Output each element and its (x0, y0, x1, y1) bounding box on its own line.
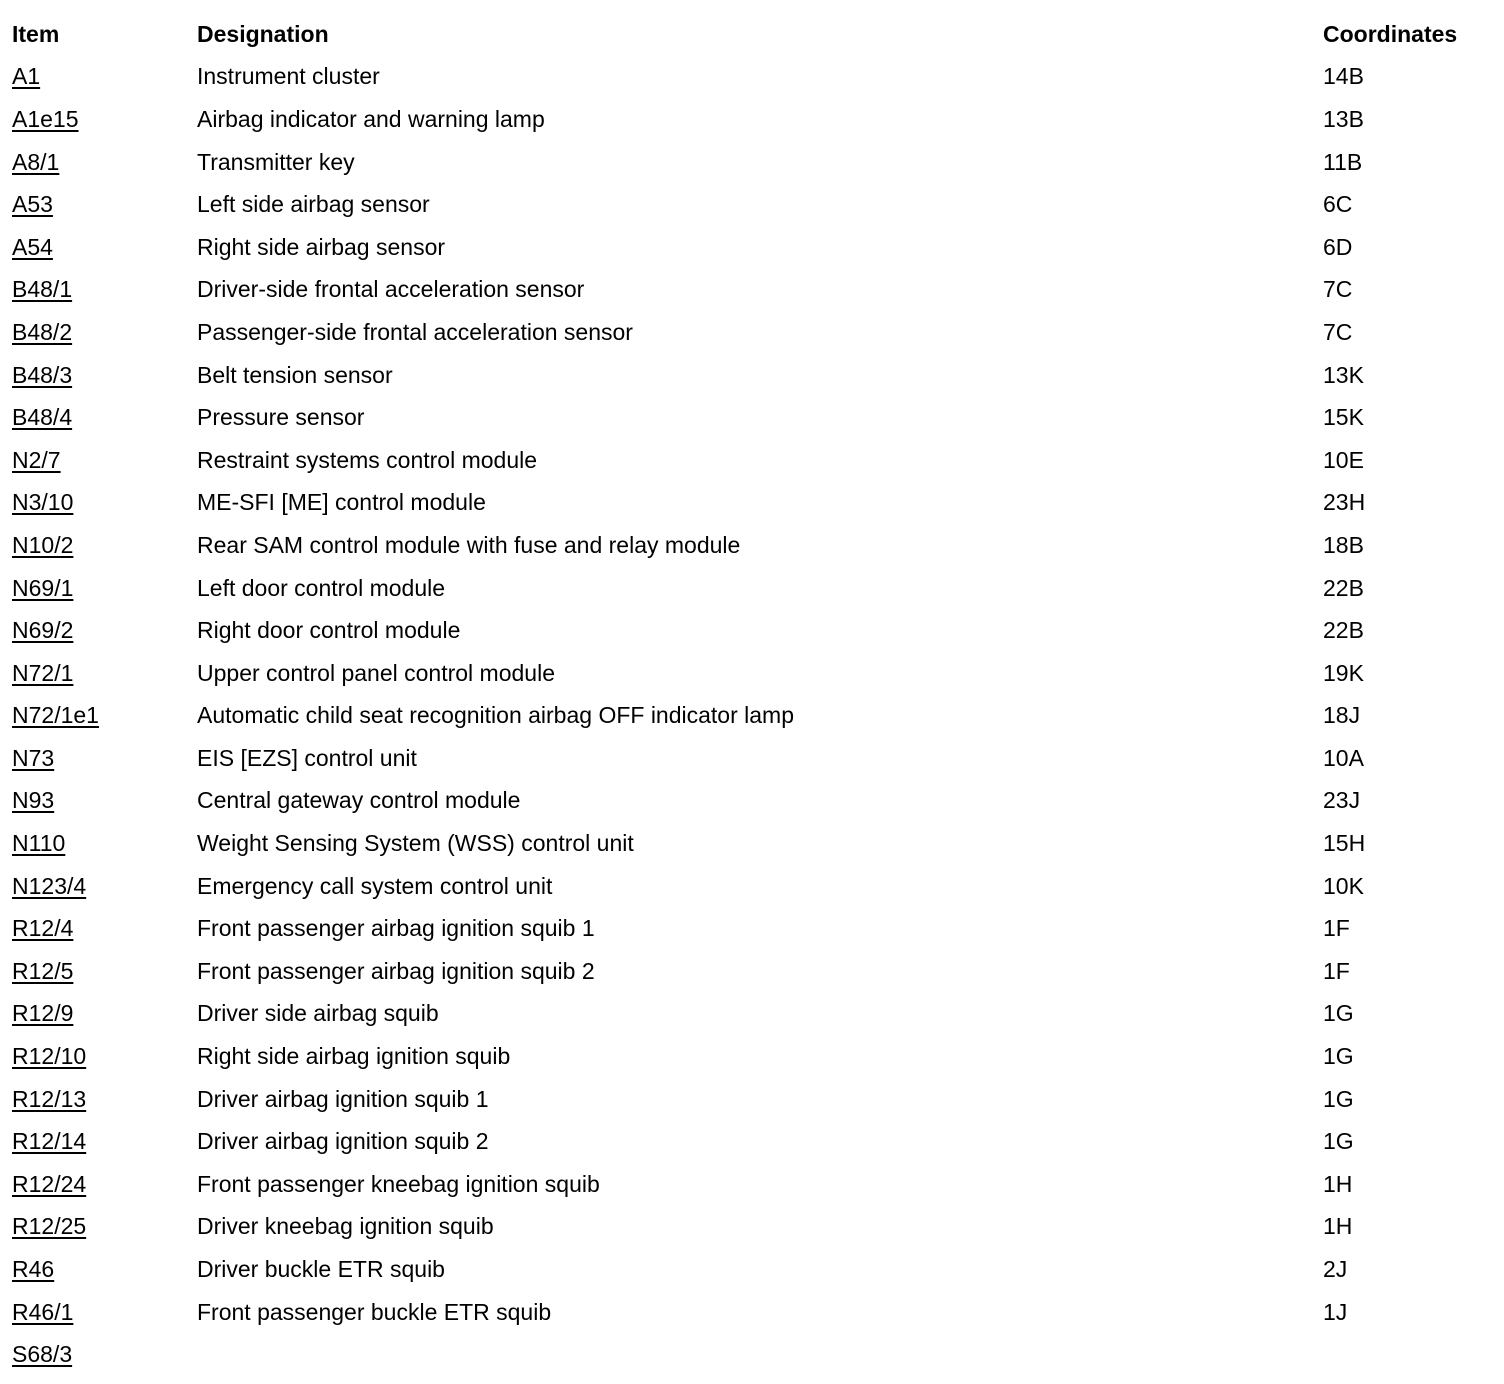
coordinates-cell: 2J (1323, 1256, 1348, 1283)
designation-cell: Emergency call system control unit (197, 872, 553, 899)
item-link[interactable]: A54 (12, 233, 53, 260)
item-cell (12, 1163, 197, 1206)
table-row (12, 269, 1492, 312)
coordinates-cell: 13K (1323, 361, 1364, 388)
table-row (12, 482, 1492, 525)
item-cell (12, 269, 197, 312)
table-row (12, 396, 1492, 439)
item-link[interactable]: B48/1 (12, 276, 73, 303)
designation-cell: Driver airbag ignition squib 1 (197, 1085, 489, 1112)
coordinates-cell: 1J (1323, 1298, 1348, 1325)
item-link[interactable]: A8/1 (12, 148, 60, 175)
table-row (12, 907, 1492, 950)
item-cell (12, 183, 197, 226)
designation-cell: ME-SFI [ME] control module (197, 489, 486, 516)
designation-cell: Automatic child seat recognition airbag OFF indicator lamp (197, 702, 795, 729)
designation-cell: Airbag indicator and warning lamp (197, 105, 545, 132)
item-cell (12, 780, 197, 823)
table-row (12, 1035, 1492, 1078)
table-row (12, 993, 1492, 1036)
item-link[interactable]: N123/4 (12, 872, 87, 899)
item-cell (12, 907, 197, 950)
coordinates-cell: 13B (1323, 105, 1364, 132)
item-link[interactable]: S68/3 (12, 1341, 73, 1368)
coordinates-cell: 10A (1323, 744, 1364, 771)
designation-cell: Transmitter key (197, 148, 355, 175)
table-row (12, 98, 1492, 141)
table-row (12, 141, 1492, 184)
item-link[interactable]: A53 (12, 191, 53, 218)
designation-cell: EIS [EZS] control unit (197, 744, 417, 771)
table-row (12, 950, 1492, 993)
coordinates-cell: 6C (1323, 191, 1353, 218)
coordinates-cell: 18J (1323, 702, 1361, 729)
designation-cell: Pressure sensor (197, 404, 365, 431)
item-cell (12, 737, 197, 780)
coordinates-cell: 23J (1323, 787, 1361, 814)
table-row (12, 354, 1492, 397)
item-cell (12, 609, 197, 652)
item-cell (12, 652, 197, 695)
designation-cell: Right side airbag ignition squib (197, 1043, 511, 1070)
designation-cell: Left side airbag sensor (197, 191, 430, 218)
item-link[interactable]: B48/4 (12, 404, 73, 431)
table-row (12, 865, 1492, 908)
item-link[interactable]: B48/2 (12, 318, 73, 345)
item-cell (12, 695, 197, 738)
table-row (12, 567, 1492, 610)
item-cell (12, 1291, 197, 1334)
item-link[interactable]: N110 (12, 830, 66, 857)
item-link[interactable]: N3/10 (12, 489, 74, 516)
table-row (12, 439, 1492, 482)
designation-cell: Driver-side frontal acceleration sensor (197, 276, 585, 303)
coordinates-cell: 22B (1323, 617, 1364, 644)
table-row (12, 695, 1492, 738)
coordinates-cell: 6D (1323, 233, 1353, 260)
item-link[interactable]: R12/5 (12, 957, 74, 984)
coordinates-cell: 1G (1323, 1128, 1354, 1155)
item-cell (12, 950, 197, 993)
item-column-header: Item (12, 20, 60, 47)
coordinates-cell: 1G (1323, 1000, 1354, 1027)
table-row (12, 652, 1492, 695)
designation-cell (197, 1333, 1323, 1376)
table-row (12, 183, 1492, 226)
coordinates-cell: 1H (1323, 1170, 1353, 1197)
designation-cell: Upper control panel control module (197, 659, 555, 686)
item-link[interactable]: R12/4 (12, 915, 74, 942)
component-table (12, 13, 1492, 1376)
designation-cell: Instrument cluster (197, 63, 380, 90)
table-row (12, 1078, 1492, 1121)
table-row (12, 1333, 1492, 1376)
designation-cell: Central gateway control module (197, 787, 521, 814)
coordinates-cell: 7C (1323, 276, 1353, 303)
designation-cell: Passenger-side frontal acceleration sensor (197, 318, 633, 345)
item-cell (12, 141, 197, 184)
coordinates-cell: 1G (1323, 1043, 1354, 1070)
item-cell (12, 1333, 197, 1376)
table-row (12, 1248, 1492, 1291)
coordinates-cell: 10K (1323, 872, 1364, 899)
item-link[interactable]: A1 (12, 63, 41, 90)
item-cell (12, 98, 197, 141)
designation-cell: Belt tension sensor (197, 361, 393, 388)
item-cell (12, 482, 197, 525)
coordinates-cell (1323, 1333, 1492, 1376)
designation-cell: Driver side airbag squib (197, 1000, 439, 1027)
coordinates-cell: 7C (1323, 318, 1353, 345)
designation-cell: Right side airbag sensor (197, 233, 446, 260)
designation-cell: Front passenger kneebag ignition squib (197, 1170, 600, 1197)
coordinates-cell: 14B (1323, 63, 1364, 90)
coordinates-cell: 15H (1323, 830, 1366, 857)
table-row (12, 311, 1492, 354)
coordinates-cell: 1F (1323, 957, 1350, 984)
item-link[interactable]: N69/2 (12, 617, 74, 644)
table-header-row (12, 13, 1492, 56)
item-link[interactable]: N10/2 (12, 531, 74, 558)
designation-cell: Driver kneebag ignition squib (197, 1213, 494, 1240)
item-link[interactable]: R12/10 (12, 1043, 87, 1070)
item-cell (12, 822, 197, 865)
table-row (12, 737, 1492, 780)
item-link[interactable]: N73 (12, 744, 55, 771)
coordinates-cell: 15K (1323, 404, 1364, 431)
item-link[interactable]: R12/25 (12, 1213, 87, 1240)
designation-cell: Weight Sensing System (WSS) control unit (197, 830, 634, 857)
item-cell (12, 56, 197, 99)
item-link[interactable]: B48/3 (12, 361, 73, 388)
item-cell (12, 1078, 197, 1121)
table-row (12, 1163, 1492, 1206)
table-row (12, 822, 1492, 865)
designation-cell: Front passenger airbag ignition squib 2 (197, 957, 595, 984)
item-link[interactable]: R46/1 (12, 1298, 74, 1325)
item-cell (12, 865, 197, 908)
table-row (12, 609, 1492, 652)
table-row (12, 226, 1492, 269)
designation-cell: Driver airbag ignition squib 2 (197, 1128, 489, 1155)
item-link[interactable]: N93 (12, 787, 55, 814)
designation-cell: Restraint systems control module (197, 446, 538, 473)
item-cell (12, 1035, 197, 1078)
coordinates-cell: 1H (1323, 1213, 1353, 1240)
coordinates-cell: 1G (1323, 1085, 1354, 1112)
table-row (12, 1120, 1492, 1163)
item-cell (12, 993, 197, 1036)
table-row (12, 56, 1492, 99)
item-link[interactable]: R12/14 (12, 1128, 87, 1155)
item-link[interactable]: N72/1 (12, 659, 74, 686)
designation-cell: Right door control module (197, 617, 461, 644)
item-cell (12, 1248, 197, 1291)
item-link[interactable]: R46 (12, 1256, 55, 1283)
item-cell (12, 524, 197, 567)
designation-column-header: Designation (197, 20, 329, 47)
item-cell (12, 439, 197, 482)
item-cell (12, 354, 197, 397)
coordinates-cell: 1F (1323, 915, 1350, 942)
item-link[interactable]: R12/9 (12, 1000, 74, 1027)
item-link[interactable]: A1e15 (12, 105, 79, 132)
table-row (12, 524, 1492, 567)
coordinates-cell: 22B (1323, 574, 1364, 601)
table-body (12, 56, 1492, 1376)
designation-cell: Driver buckle ETR squib (197, 1256, 445, 1283)
designation-cell: Front passenger buckle ETR squib (197, 1298, 552, 1325)
table-row (12, 1291, 1492, 1334)
coordinates-cell: 23H (1323, 489, 1366, 516)
table-row (12, 1206, 1492, 1249)
item-link[interactable]: R12/13 (12, 1085, 87, 1112)
coordinates-cell: 10E (1323, 446, 1364, 473)
table-row (12, 780, 1492, 823)
designation-cell: Left door control module (197, 574, 446, 601)
item-cell (12, 1206, 197, 1249)
designation-cell: Rear SAM control module with fuse and relay module (197, 531, 741, 558)
designation-cell: Front passenger airbag ignition squib 1 (197, 915, 595, 942)
item-cell (12, 1120, 197, 1163)
coordinates-cell: 18B (1323, 531, 1364, 558)
coordinates-cell: 11B (1323, 148, 1363, 175)
item-link[interactable]: N2/7 (12, 446, 61, 473)
item-cell (12, 226, 197, 269)
item-cell (12, 396, 197, 439)
item-cell (12, 567, 197, 610)
item-link[interactable]: N69/1 (12, 574, 74, 601)
item-link[interactable]: N72/1e1 (12, 702, 99, 729)
coordinates-cell: 19K (1323, 659, 1364, 686)
coordinates-column-header: Coordinates (1323, 20, 1458, 47)
item-link[interactable]: R12/24 (12, 1170, 87, 1197)
item-cell (12, 311, 197, 354)
